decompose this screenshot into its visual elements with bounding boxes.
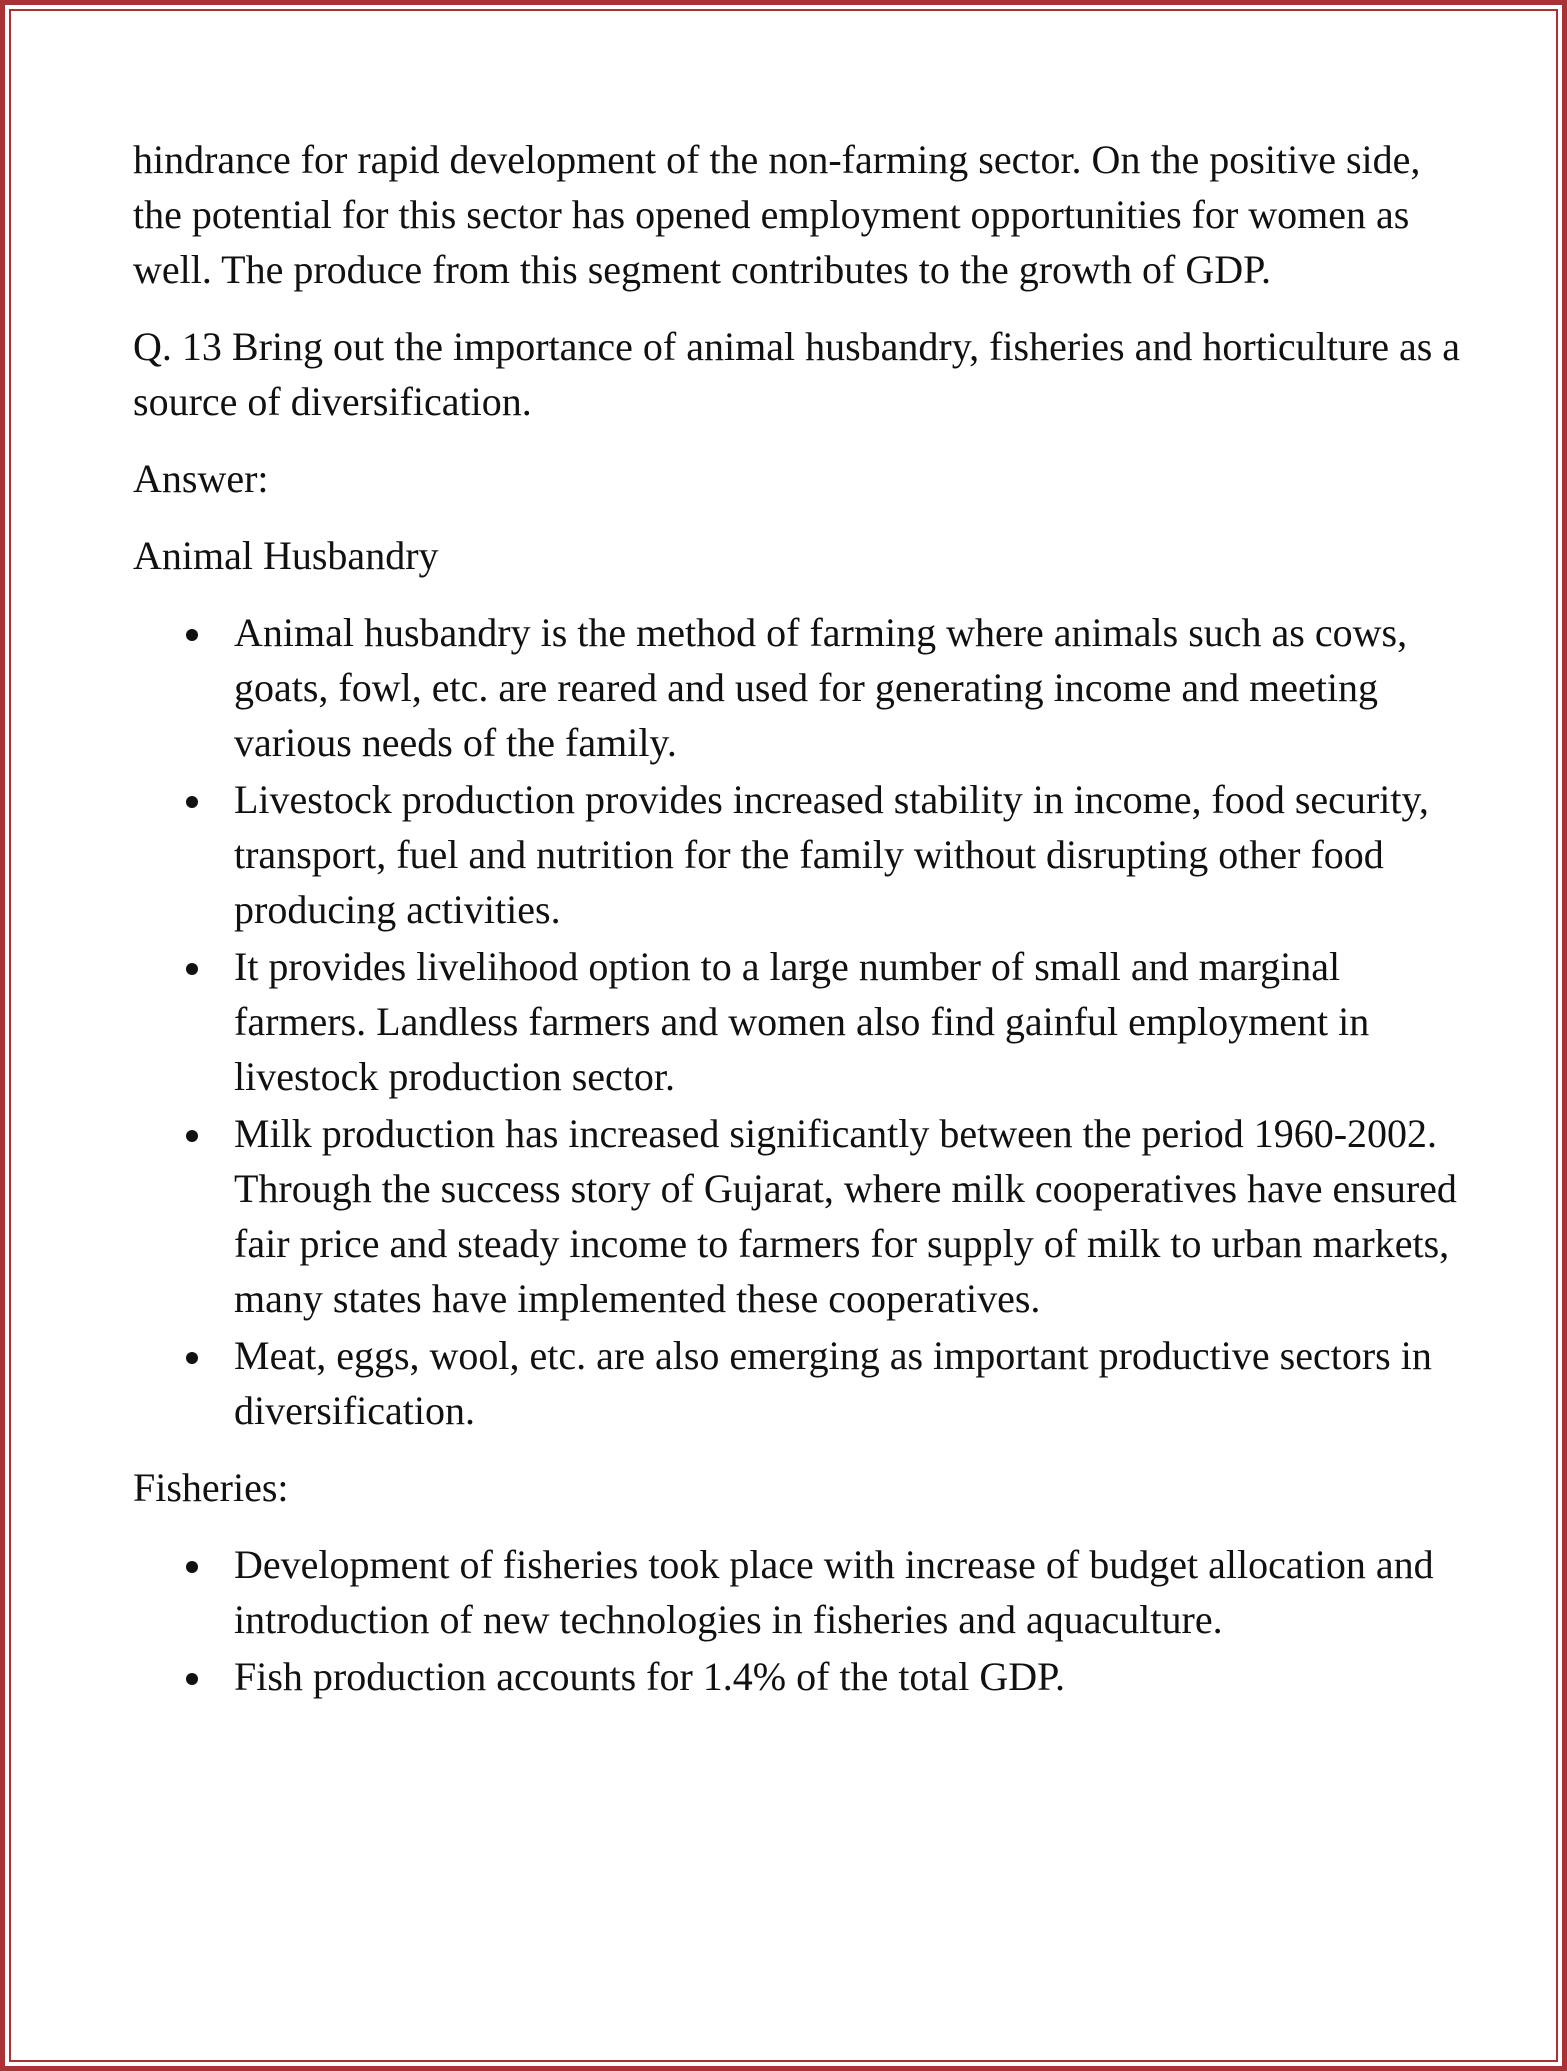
bullet-icon (186, 1352, 198, 1364)
bullet-icon (186, 1561, 198, 1573)
list-item-text: Development of fisheries took place with increase of budget allocation and introduction of new technologies in fisheries and aquaculture. (234, 1542, 1434, 1642)
bullet-list (133, 605, 1463, 1438)
list-item-text: Livestock production provides increased stability in income, food security, transport, fuel and nutrition for the family without disrupting other food producing activities. (234, 777, 1429, 932)
list-item (133, 605, 1463, 770)
list-item (133, 939, 1463, 1104)
list-item (133, 1328, 1463, 1438)
list-item (133, 1106, 1463, 1326)
list-item-text: Fish production accounts for 1.4% of the total GDP. (234, 1654, 1065, 1699)
bullet-icon (186, 796, 198, 808)
list-item-text: Animal husbandry is the method of farming where animals such as cows, goats, fowl, etc. are reared and used for generating income and meeting various needs of the family. (234, 610, 1408, 765)
document-body (133, 132, 1463, 1726)
answer-label: Answer: (133, 456, 269, 501)
list-item (133, 772, 1463, 937)
bullet-list (133, 1537, 1463, 1704)
section-heading: Animal Husbandry (133, 533, 439, 578)
bullet-icon (186, 1673, 198, 1685)
list-item-text: It provides livelihood option to a large number of small and marginal farmers. Landless farmers and women also find gainful employment in livestock production sector. (234, 944, 1370, 1099)
question-text: Q. 13 Bring out the importance of animal husbandry, fisheries and horticulture as a source of diversification. (133, 324, 1461, 424)
bullet-icon (186, 1130, 198, 1142)
section-fisheries (133, 1460, 1463, 1704)
list-item (133, 1537, 1463, 1647)
bullet-icon (186, 629, 198, 641)
list-item-text: Milk production has increased significantly between the period 1960-2002. Through the success story of Gujarat, where milk cooperatives have ensured fair price and steady income to farmers for supply of milk to urban markets, many states have implemented these cooperatives. (234, 1111, 1457, 1321)
intro-paragraph: hindrance for rapid development of the non-farming sector. On the positive side, the potential for this sector has opened employment opportunities for women as well. The produce from this segment contributes to the growth of GDP. (133, 137, 1421, 292)
bullet-icon (186, 963, 198, 975)
section-heading: Fisheries: (133, 1465, 289, 1510)
list-item (133, 1649, 1463, 1704)
section-animal-husbandry (133, 528, 1463, 1438)
list-item-text: Meat, eggs, wool, etc. are also emerging as important productive sectors in diversification. (234, 1333, 1432, 1433)
